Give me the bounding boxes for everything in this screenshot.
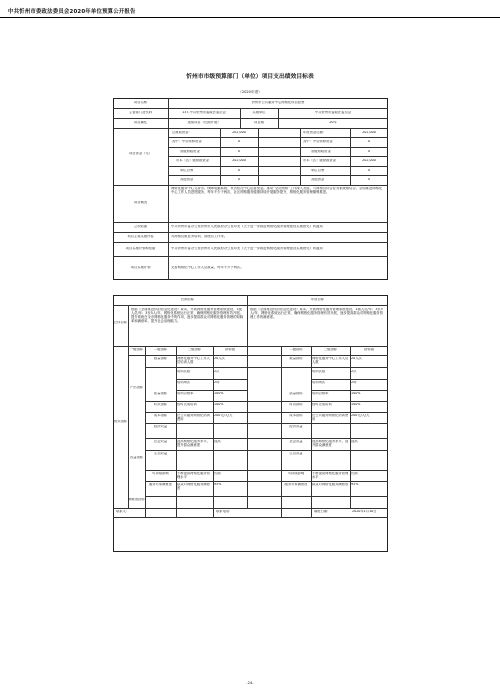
indicator-cell: 95% xyxy=(351,483,359,486)
indicator-cell: 时效指标 xyxy=(153,403,168,406)
page-number: -24- xyxy=(246,681,254,685)
measures: 对网格员做业务培训、管理员工作等。 xyxy=(171,235,228,238)
label-basis: 立项依据 xyxy=(133,225,148,228)
header-rule xyxy=(0,17,500,18)
annual-goal: 根据《全面推进综治信息化建设》要求，开展网格化服务管理系统建设，1级人员/年；3至5人/年，网格化系统运行正常，确保网格化服务管理有效开展，逐步提高群众对网格化服务管理工作的满意度。 xyxy=(250,308,383,319)
fund-value-3: 0 xyxy=(237,150,241,153)
label-attr: 项目属性 xyxy=(133,121,148,124)
indicator-cell: 网格化服务中心工作人员人数 xyxy=(312,357,349,364)
doc-header: 中共忻州市委政法委员会2020年单位预算公开报告 xyxy=(8,9,136,15)
fund-label-5b: 单位自筹 xyxy=(311,169,325,172)
indicator-cell: 20人次 xyxy=(351,357,362,360)
fund-value-3b: 0 xyxy=(367,150,371,153)
impl: 中共忻州市委政法委员会 xyxy=(314,111,352,114)
indicator-cell: 服务对象满意度 xyxy=(284,483,308,486)
fund-label-6b: 其他资金 xyxy=(311,178,325,181)
attr: 延续项目（长期开展） xyxy=(187,121,221,124)
label-plan: 项目实施计划和依据 xyxy=(125,247,156,250)
indicator-cell: 不断提高网格化服务管理水平 xyxy=(177,472,210,479)
indicator-cell: 生态效益 xyxy=(153,452,168,455)
fund-label-3: 省级财政资金 xyxy=(180,150,200,153)
indicator-cell xyxy=(351,425,387,438)
lvl1-satisfaction: 满意度指标 xyxy=(128,498,145,501)
indicator-cell: 200元/人/天 xyxy=(214,414,233,417)
indicator-cell: 数量指标 xyxy=(153,357,168,360)
head-lvl1: 一级指标 xyxy=(129,348,144,351)
indicator-cell xyxy=(312,425,349,438)
indicator-cell: 按时完成培训 xyxy=(177,403,197,406)
fund-value-1b: 202,000 xyxy=(362,131,376,134)
indicator-cell: 成本指标 xyxy=(289,414,303,417)
indicator-cell: 服务对象满意度 xyxy=(148,483,173,486)
indicator-cell: 提高 xyxy=(214,440,221,443)
indicator-cell: 培训次数 xyxy=(177,370,191,373)
head-lvl3-a: 三级指标 xyxy=(187,348,202,351)
indicator-cell: 质量指标 xyxy=(289,392,303,395)
fund-label-6: 其他资金 xyxy=(180,178,194,181)
indicator-cell: 群众对网格化服务满意度 xyxy=(177,483,210,490)
indicator-cell: 培训合格率 xyxy=(312,392,329,395)
indicator-cell xyxy=(282,381,310,390)
fund-label-1: 总财政资金： xyxy=(172,131,192,134)
fund-value-4b: 202,000 xyxy=(362,159,376,162)
indicator-cell xyxy=(282,370,310,379)
fund-value-2: 0 xyxy=(237,140,241,143)
label-overview: 项目概况 xyxy=(133,201,148,204)
indicator-cell: 在公共服务网格化培训费用 xyxy=(177,414,210,421)
label-dept: 主管部门及代码 xyxy=(128,111,153,114)
indicator-cell xyxy=(214,425,246,438)
indicator-cell: 不断提高网格化服务管理水平 xyxy=(312,472,349,479)
indicator-cell: 200元/人/天 xyxy=(351,414,370,417)
indicator-cell: 经济效益 xyxy=(153,425,168,428)
date-label: 填报日期： xyxy=(314,510,331,513)
indicator-cell: 培训场次 xyxy=(177,381,191,384)
fund-value-4: 202,000 xyxy=(232,159,246,162)
indicator-cell: 按时完成培训 xyxy=(312,403,332,406)
lvl1-output: 产出指标 xyxy=(129,386,144,389)
indicator-cell: 95% xyxy=(214,483,222,486)
overall-goal-label: 总体目标 xyxy=(113,321,128,324)
indicator-cell xyxy=(146,370,175,379)
label-project-name: 项目名称 xyxy=(133,101,148,104)
fund-value-5b: 0 xyxy=(367,169,371,172)
indicator-cell xyxy=(177,425,212,438)
project-name: 忻州市公共服务中心网格化项目经费 xyxy=(251,101,305,104)
indicator-cell: 2次 xyxy=(214,370,220,373)
indicator-cell: 2次 xyxy=(351,370,357,373)
indicator-cell: 长期 xyxy=(351,472,358,475)
indicator-cell: 提高 xyxy=(351,440,358,443)
indicator-cell: 成本指标 xyxy=(153,414,168,417)
indicator-cell: 可持续影响 xyxy=(152,472,169,475)
label-impl: 实施单位 xyxy=(252,111,266,114)
plan: 中共忻州市委办公室忻州市人民政府办公室印发《关于进一步推进网格化服务管理建设实施意见》的通知 xyxy=(171,247,323,250)
indicator-cell: 培训次数 xyxy=(312,370,326,373)
table-title: 忻州市市级预算部门（单位）项目支出绩效目标表 xyxy=(186,74,314,80)
indicator-cell: 质量指标 xyxy=(153,392,168,395)
fund-label-4: 市本（区）级财政资金 xyxy=(176,159,209,162)
indicator-cell: 提高网格化服务水平，提升群众满意度 xyxy=(177,440,210,447)
indicator-cell xyxy=(146,381,175,390)
fund-value-5: 0 xyxy=(237,169,241,172)
fund-label-2: 其中：中央转移资金 xyxy=(172,140,202,143)
indicator-cell xyxy=(312,452,349,470)
goal: 完善网格化中心工作人员数量，每年不少于两次。 xyxy=(171,266,244,269)
indicator-cell: 社会效益 xyxy=(153,440,168,443)
fund-value-1: 202,000 xyxy=(232,131,246,134)
indicator-cell: 2场 xyxy=(214,381,220,384)
indicator-cell: 20人次 xyxy=(214,357,225,360)
fund-label-1b: 年度资金总额： xyxy=(303,131,327,134)
fill-date: 2020年1月10日 xyxy=(352,510,377,513)
fund-value-2b: 0 xyxy=(367,140,371,143)
label-period: 项目期 xyxy=(254,121,264,124)
head-lvl2-a: 二级指标 xyxy=(153,348,168,351)
head-lvl3-b: 三级指标 xyxy=(323,348,338,351)
head-value-a: 指标值 xyxy=(225,348,235,351)
perf-label: 绩效指标 xyxy=(113,420,128,423)
overview: 网格化服务中心支持市。保障电脑系统、负责依托中心运营资金。推动“全员网格”工作深入发展，与网格员综合业务系统相结合，全面推进网格化中心工作人员进驻服务，每年不少于两次，社区网格服务健康持续开展服务提升，网格化服务管理顺利推进。 xyxy=(171,187,383,194)
indicator-cell: 群众对网格化服务满意度 xyxy=(312,483,349,486)
phone-label: 联系电话： xyxy=(216,510,233,513)
indicator-cell: 生态效益 xyxy=(289,452,303,455)
indicator-cell: 培训合格率 xyxy=(177,392,194,395)
fund-label-3b: 省级财政资金 xyxy=(311,150,331,153)
indicator-cell xyxy=(177,452,212,470)
indicator-cell: 100% xyxy=(214,392,224,395)
indicator-cell: 社会效益 xyxy=(289,440,303,443)
indicator-cell xyxy=(351,452,387,470)
annual-head: 年度目标 xyxy=(310,298,325,301)
indicator-cell: 长期 xyxy=(214,472,221,475)
indicator-cell: 经济效益 xyxy=(289,425,303,428)
indicator-cell: 在公共服务网格化培训费用 xyxy=(312,414,349,421)
lvl1-effect: 效益指标 xyxy=(129,456,144,459)
table-year: （2020年度） xyxy=(238,90,262,94)
label-goal: 项目实施计划 xyxy=(130,266,151,269)
indicator-cell: 100% xyxy=(214,403,224,406)
head-lvl2-b: 二级指标 xyxy=(289,348,303,351)
longterm-head: 长期目标 xyxy=(180,298,195,301)
label-funds: 项目资金（元） xyxy=(128,152,153,155)
indicator-cell: 时效指标 xyxy=(289,403,303,406)
fund-label-4b: 市本（区）级财政资金 xyxy=(303,159,336,162)
indicator-cell: 培训场次 xyxy=(312,381,326,384)
basis: 中共忻州市委办公室忻州市人民政府办公室印发《关于进一步推进网格化服务管理建设实施意见》的通知 xyxy=(171,225,323,228)
indicator-cell: 数量指标 xyxy=(289,357,303,360)
indicator-cell: 可持续影响 xyxy=(287,472,305,475)
dept: 137-中共忻州市委政法委员会 xyxy=(182,111,226,114)
indicator-cell: 提高网格化服务水平，提升群众满意度 xyxy=(312,440,349,447)
head-value-b: 指标值 xyxy=(364,348,374,351)
fund-label-2b: 其中：中央转移资金 xyxy=(303,140,333,143)
fund-label-5: 单位自筹 xyxy=(180,169,194,172)
fund-value-6: 0 xyxy=(237,178,241,181)
indicator-cell: 2场 xyxy=(351,381,357,384)
label-measures: 项目主要实施内容 xyxy=(127,235,154,238)
indicator-cell: 100% xyxy=(351,392,361,395)
period: 20年 xyxy=(329,121,337,124)
longterm-goal: 根据《全面推进综治信息化建设》要求，开展网格化服务管理系统建设，1级人员/年；3至5人/年，网格化系统运行正常，确保网格化服务管理有效开展。提升系统在全市网格化服务中的作用，逐步提高群众对网格化服务管理的知晓率和满意率，提升社会治理能力。 xyxy=(131,308,244,323)
indicator-cell: 网格化服务中心工作人员培训人数 xyxy=(177,357,210,364)
indicator-cell: 100% xyxy=(351,403,361,406)
fund-value-6b: 0 xyxy=(367,178,371,181)
contact-label: 联系人： xyxy=(116,510,130,513)
indicator-cell xyxy=(214,452,246,470)
